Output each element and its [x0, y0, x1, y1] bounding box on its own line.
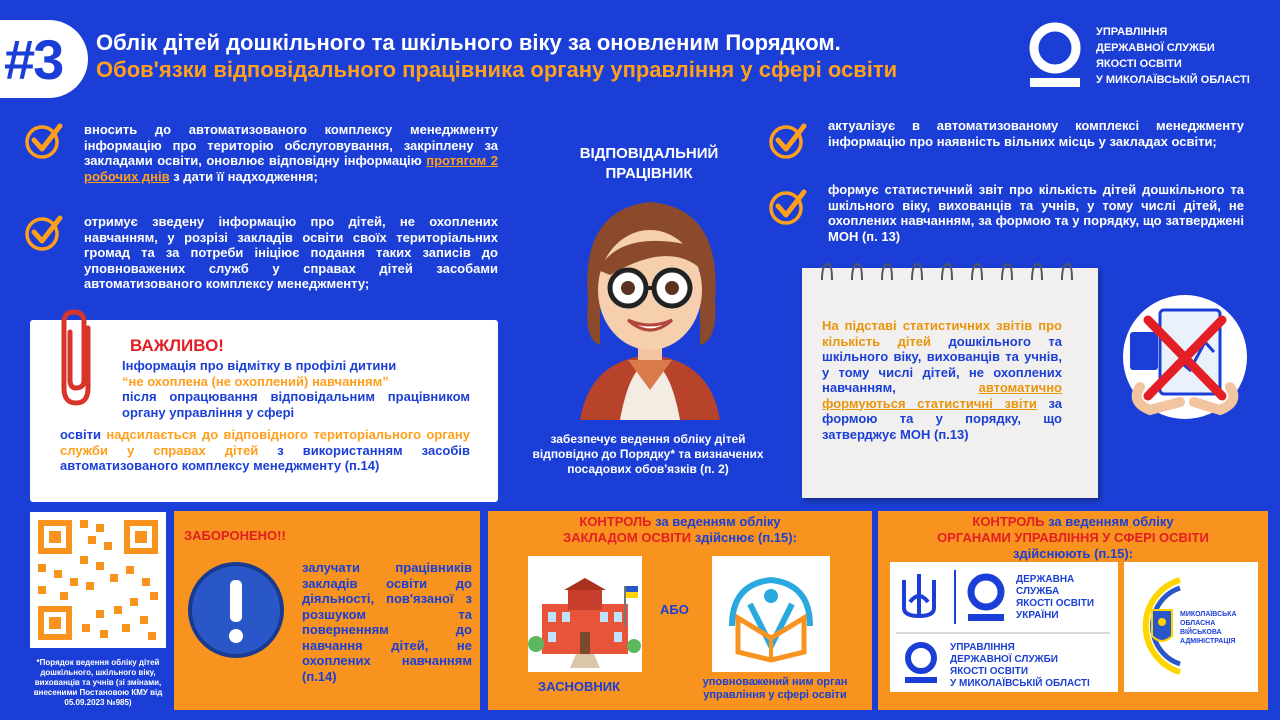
notepad-spiral-icon [812, 262, 1092, 282]
qr-code[interactable] [30, 512, 166, 648]
authorized-body-label: уповноважений ним орган управління у сфері освіти [702, 676, 848, 701]
paperclip-icon [48, 308, 108, 408]
important-text-2: освіти надсилається до відповідного територіального органу служби у справах дітей з використанням засобів автоматизованого комплексу менеджменту (п.14) [60, 427, 471, 473]
forbidden-text: залучати працівників закладів освіти до діяльності, пов'язаної з розшуком та поверненням до навчання дітей, не охоплених навчанням (п.14) [302, 560, 472, 684]
checkmark-icon [24, 212, 64, 252]
checkmark-icon [768, 120, 808, 160]
responsible-worker-illustration [550, 190, 750, 420]
ndsyo-name: ДЕРЖАВНА СЛУЖБА ЯКОСТІ ОСВІТИ УКРАЇНИ [1016, 574, 1095, 621]
dept-name: УПРАВЛІННЯ ДЕРЖАВНОЇ СЛУЖБИ ЯКОСТІ ОСВІТИ У МИКОЛАЇВСЬКІЙ ОБЛАСТІ [950, 642, 1090, 689]
trident-icon [900, 572, 938, 620]
control-authorities-title: КОНТРОЛЬ за веденням обліку ОРГАНАМИ УПРАВЛІННЯ У СФЕРІ ОСВІТИ здійснюють (п.15): [937, 514, 1209, 561]
org-logo-icon [1026, 20, 1084, 90]
oda-emblem-icon [1124, 574, 1186, 678]
duty-item-1: вносить до автоматизованого комплексу менеджменту інформацію про територію обслуговування, закріплену за закладами освіти, оновлює відповідну інформацію протягом 2 робочих днів з дати її надходження; [84, 122, 498, 184]
checkmark-icon [768, 186, 808, 226]
authorized-body-card [712, 556, 830, 672]
school-building-icon [528, 556, 642, 672]
forbidden-title: ЗАБОРОНЕНО!! [184, 528, 286, 543]
founder-label: ЗАСНОВНИК [537, 679, 621, 694]
responsible-title: ВІДПОВІДАЛЬНИЙ ПРАЦІВНИК [579, 145, 719, 182]
notepad-text: На підставі статистичних звітів про кількість дітей дошкільного та шкільного віку, вихованців та учнів, у тому числі дітей, не охоплених навчанням, автоматично формуються статистичні звіти за формою та у порядку, що затверджує МОН (п.13) [822, 318, 1062, 442]
section-number-badge: #3 [0, 20, 88, 98]
important-title: ВАЖЛИВО! [130, 336, 224, 355]
important-text: Інформація про відмітку в профілі дитини “не охоплена (не охоплений) навчанням” після опрацювання відповідальним працівником органу управління у сфері [122, 358, 470, 420]
page-title: Облік дітей дошкільного та шкільного віку за оновленим Порядком. [96, 30, 841, 55]
control-institution-title: КОНТРОЛЬ за веденням обліку ЗАКЛАДОМ ОСВІТИ здійснює (п.15): [563, 514, 797, 545]
org-name: УПРАВЛІННЯ ДЕРЖАВНОЇ СЛУЖБИ ЯКОСТІ ОСВІТИ У МИКОЛАЇВСЬКІЙ ОБЛАСТІ [1096, 26, 1250, 86]
founder-card [528, 556, 642, 672]
page-subtitle: Обов'язки відповідального працівника органу управління у сфері освіти [96, 57, 898, 82]
education-logo-icon [712, 556, 830, 672]
card-divider [896, 632, 1110, 634]
logo-divider [954, 570, 956, 624]
warning-icon [186, 560, 286, 660]
duty-item-2: отримує зведену інформацію про дітей, не охоплених навчанням, у розрізі закладів освіти своїх територіальних громад та за потреби ініціює подання таких записів до уповноважених служб у справах дітей засобами автоматизованого комплексу менеджменту; [84, 214, 498, 291]
deadline-highlight: протягом 2 робочих днів [84, 153, 498, 184]
responsible-description: забезпечує ведення обліку дітей відповідно до Порядку* та визначених посадових обов'язків (п. 2) [532, 432, 764, 476]
duty-item-4: формує статистичний звіт про кількість дітей дошкільного та шкільного віку, вихованців та учнів, у тому числі дітей, не охоплених навчанням, за формою та у порядку, що затверджені МОН (п. 13) [828, 182, 1244, 244]
oda-name: МИКОЛАЇВСЬКА ОБЛАСНА ВІЙСЬКОВА АДМІНІСТРАЦІЯ [1180, 611, 1237, 645]
checkmark-icon [24, 120, 64, 160]
ndsyo-logo-icon [964, 572, 1008, 624]
duty-item-3: актуалізує в автоматизованому комплексі менеджменту інформацію про наявність вільних місць у закладах освіти; [828, 118, 1244, 149]
qr-code-icon [30, 512, 166, 648]
or-label: АБО [660, 602, 689, 617]
dept-logo-icon [902, 640, 940, 686]
no-paperwork-icon [1110, 292, 1260, 422]
footnote: *Порядок ведення обліку дітей дошкільного, шкільного віку, вихованців та учнів (зі змінами, внесеними Постановою КМУ від 05.09.2023 №985) [33, 658, 163, 707]
